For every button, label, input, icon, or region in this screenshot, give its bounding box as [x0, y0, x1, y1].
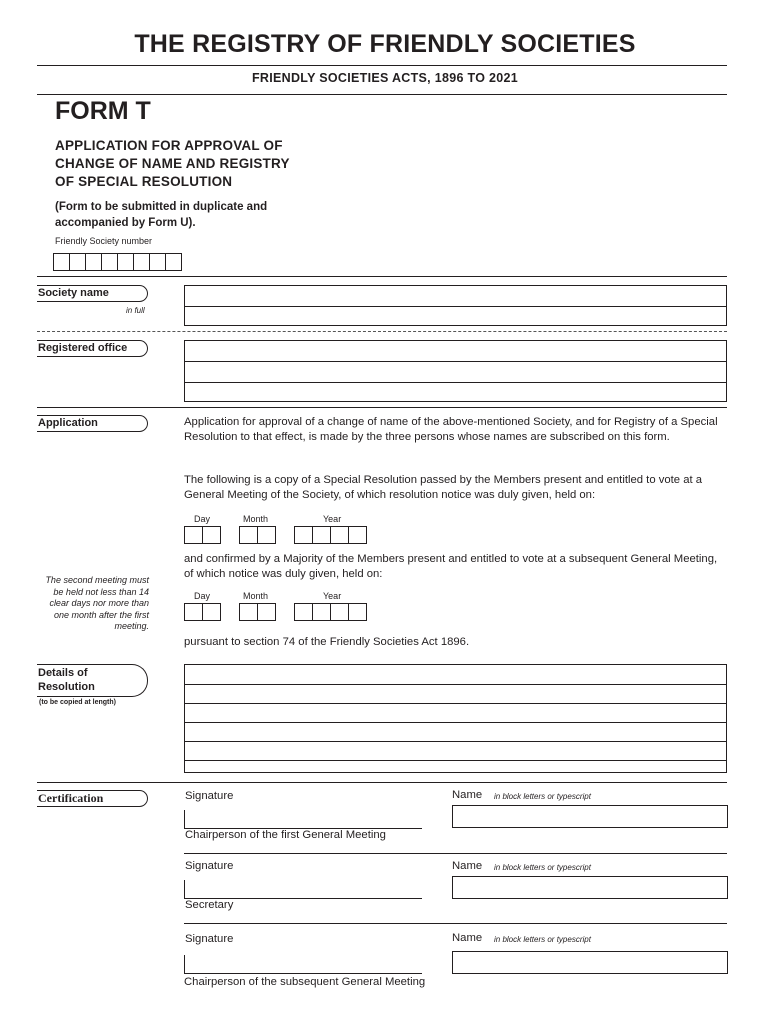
header-rule-top — [37, 65, 727, 66]
first-day-label: Day — [194, 514, 211, 524]
resolution-line[interactable] — [185, 741, 726, 760]
digit-cell[interactable] — [202, 526, 221, 544]
application-title-line: OF SPECIAL RESOLUTION — [55, 174, 233, 189]
name-label: Name — [452, 932, 483, 944]
digit-cell[interactable] — [202, 603, 221, 621]
application-tab: Application — [37, 415, 148, 432]
digit-cell[interactable] — [330, 603, 349, 621]
signatory-rule — [184, 853, 727, 854]
details-tab-line: Details of — [38, 667, 88, 679]
digit-cell[interactable] — [312, 603, 331, 621]
digit-cell[interactable] — [133, 253, 150, 271]
signatory-role: Chairperson of the first General Meeting — [185, 829, 386, 841]
application-title — [55, 137, 290, 191]
registry-title: THE REGISTRY OF FRIENDLY SOCIETIES — [134, 30, 636, 58]
name-input[interactable] — [452, 951, 728, 974]
name-hint: in block letters or typescript — [494, 792, 591, 801]
society-name-line[interactable] — [185, 306, 726, 326]
form-code: FORM T — [55, 97, 151, 125]
resolution-details-field[interactable] — [184, 664, 727, 773]
application-title-line: CHANGE OF NAME AND REGISTRY — [55, 156, 290, 171]
resolution-line[interactable] — [185, 703, 726, 722]
signature-label: Signature — [185, 790, 234, 802]
acts-subtitle: FRIENDLY SOCIETIES ACTS, 1896 TO 2021 — [251, 71, 519, 85]
digit-cell[interactable] — [312, 526, 331, 544]
society-number-label: Friendly Society number — [55, 236, 153, 246]
society-name-tab: Society name — [37, 285, 148, 302]
resolution-line[interactable] — [185, 722, 726, 741]
registered-office-line[interactable] — [185, 361, 726, 382]
application-paragraph: Application for approval of a change of name of the above-mentioned Society, and for Registry of a Special Resolution to that effect, is made by the three persons whose names are subscribed on this form. — [184, 416, 718, 443]
digit-cell[interactable] — [117, 253, 134, 271]
digit-cell[interactable] — [294, 603, 313, 621]
digit-cell[interactable] — [149, 253, 166, 271]
digit-cell[interactable] — [85, 253, 102, 271]
signature-label: Signature — [185, 933, 234, 945]
section-rule — [37, 782, 727, 783]
signature-label: Signature — [185, 860, 234, 872]
section-rule — [37, 331, 727, 332]
first-meeting-month-input[interactable] — [239, 526, 276, 544]
name-hint: in block letters or typescript — [494, 935, 591, 944]
second-month-label: Month — [243, 591, 269, 601]
signatory-rule — [184, 923, 727, 924]
digit-cell[interactable] — [348, 603, 367, 621]
digit-cell[interactable] — [101, 253, 118, 271]
header-rule-bottom — [37, 94, 727, 95]
details-hint: (to be copied at length) — [39, 699, 116, 706]
first-month-label: Month — [243, 514, 269, 524]
digit-cell[interactable] — [184, 603, 203, 621]
signatory-role: Chairperson of the subsequent General Meeting — [184, 976, 426, 988]
submission-note — [55, 199, 267, 231]
digit-cell[interactable] — [257, 526, 276, 544]
second-meeting-month-input[interactable] — [239, 603, 276, 621]
section-rule — [37, 276, 727, 277]
confirmation-paragraph: and confirmed by a Majority of the Members present and entitled to vote at a subsequent General Meeting, of which notice was duly given, held on: — [184, 553, 718, 580]
digit-cell[interactable] — [239, 603, 258, 621]
name-input[interactable] — [452, 805, 728, 828]
section-rule — [37, 407, 727, 408]
certification-tab: Certification — [37, 790, 148, 807]
pursuant-paragraph: pursuant to section 74 of the Friendly Societies Act 1896. — [184, 636, 470, 648]
resolution-line[interactable] — [185, 760, 726, 779]
digit-cell[interactable] — [239, 526, 258, 544]
signature-line[interactable] — [184, 955, 422, 974]
resolution-line[interactable] — [185, 665, 726, 684]
digit-cell[interactable] — [330, 526, 349, 544]
details-of-resolution-tab — [37, 664, 148, 697]
resolution-line[interactable] — [185, 684, 726, 703]
society-name-line[interactable] — [185, 286, 726, 306]
digit-cell[interactable] — [257, 603, 276, 621]
registered-office-line[interactable] — [185, 341, 726, 361]
second-day-label: Day — [194, 591, 211, 601]
second-meeting-year-input[interactable] — [294, 603, 367, 621]
signature-line[interactable] — [184, 810, 422, 829]
digit-cell[interactable] — [348, 526, 367, 544]
first-year-label: Year — [323, 514, 342, 524]
society-number-input[interactable] — [53, 253, 182, 271]
name-hint: in block letters or typescript — [494, 863, 591, 872]
submission-note-line: accompanied by Form U). — [55, 217, 196, 229]
registered-office-tab: Registered office — [37, 340, 148, 357]
digit-cell[interactable] — [294, 526, 313, 544]
digit-cell[interactable] — [165, 253, 182, 271]
signature-line[interactable] — [184, 880, 422, 899]
second-year-label: Year — [323, 591, 342, 601]
digit-cell[interactable] — [184, 526, 203, 544]
registered-office-field[interactable] — [184, 340, 727, 402]
digit-cell[interactable] — [69, 253, 86, 271]
signatory-role: Secretary — [185, 899, 234, 911]
society-name-hint: in full — [126, 306, 145, 315]
first-meeting-day-input[interactable] — [184, 526, 221, 544]
details-tab-line: Resolution — [38, 681, 95, 693]
application-title-line: APPLICATION FOR APPROVAL OF — [55, 138, 283, 153]
society-name-field[interactable] — [184, 285, 727, 326]
digit-cell[interactable] — [53, 253, 70, 271]
name-label: Name — [452, 860, 483, 872]
resolution-paragraph: The following is a copy of a Special Resolution passed by the Members present and entitled to vote at a General Meeting of the Society, of which resolution notice was duly given, held on: — [184, 474, 703, 501]
submission-note-line: (Form to be submitted in duplicate and — [55, 201, 268, 213]
name-input[interactable] — [452, 876, 728, 899]
second-meeting-day-input[interactable] — [184, 603, 221, 621]
first-meeting-year-input[interactable] — [294, 526, 367, 544]
registered-office-line[interactable] — [185, 382, 726, 402]
name-label: Name — [452, 789, 483, 801]
second-meeting-note: The second meeting must be held not less than 14 clear days nor more than one month after the first meeting. — [45, 575, 149, 632]
